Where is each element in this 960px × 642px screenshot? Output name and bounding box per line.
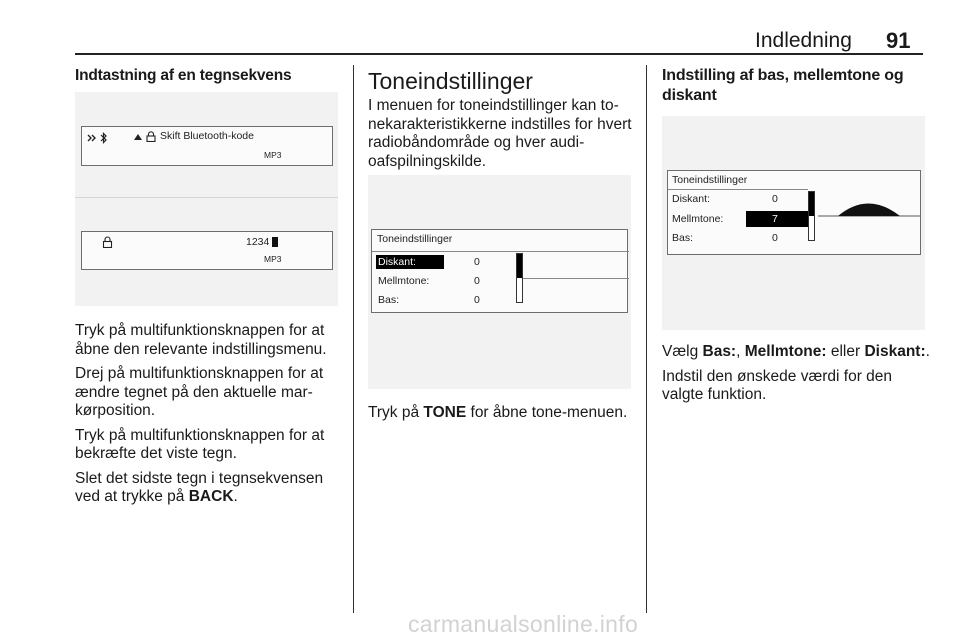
right-body <box>662 343 930 405</box>
paragraph <box>662 343 930 362</box>
row-label-mid: Mellmtone: <box>672 213 724 225</box>
left-heading-block <box>75 66 345 85</box>
cursor-block <box>272 237 278 247</box>
right-heading-block <box>662 66 927 106</box>
text: , <box>736 343 745 360</box>
level-bar-fill <box>809 192 814 216</box>
chapter-title: Indledning <box>755 29 852 52</box>
paragraph: Tryk på multifunktionsknappen for at åbne den relevante indstillingsmenu. <box>75 322 327 358</box>
text: . <box>233 488 238 505</box>
bluetooth-icon <box>100 132 108 144</box>
middle-body <box>368 404 643 423</box>
up-arrow-icon <box>134 134 142 140</box>
bass-ref: Bas: <box>702 343 737 360</box>
display-bluetooth-code <box>81 126 333 166</box>
text: for åbne tone-menuen. <box>466 404 628 421</box>
row-value-treble: 0 <box>474 256 480 268</box>
row-label-bass: Bas: <box>672 232 694 244</box>
row-value-bass: 0 <box>772 232 778 244</box>
row-value-mid: 7 <box>772 213 778 225</box>
section-heading-tone-settings: Toneindstillinger <box>368 68 533 94</box>
figure-tone-adjust <box>662 116 925 330</box>
back-button-ref: BACK <box>188 488 234 505</box>
paragraph: Tryk på multifunktionsknappen for at bekræfte det viste tegn. <box>75 426 325 462</box>
source-label: MP3 <box>264 254 282 264</box>
left-body <box>75 322 345 507</box>
paragraph: Drej på multifunktionsknappen for at ændre tegnet på den aktuelle markørposition. <box>75 365 324 419</box>
display-code-entry <box>81 231 333 270</box>
text: Tryk på <box>368 404 424 421</box>
display-title: Toneindstillinger <box>377 233 453 245</box>
paragraph: Indstil den ønskede værdi for den valgte funktion. <box>662 367 893 403</box>
paragraph: I menuen for toneindstillinger kan tonekarakteristikkerne indstilles for hvert radiobåndområde og hver audioafspilningskilde. <box>368 97 632 170</box>
row-label-mid: Mellmtone: <box>378 275 430 287</box>
title-rule <box>668 189 808 190</box>
page-number: 91 <box>886 28 911 53</box>
tone-button-ref: TONE <box>423 404 467 421</box>
row-label-bass: Bas: <box>378 294 400 306</box>
forward-arrows-icon <box>87 133 97 143</box>
display-tone-settings <box>371 229 628 313</box>
figure-tone-menu <box>368 175 631 389</box>
row-value-mid: 0 <box>474 275 480 287</box>
watermark: carmanualsonline.info <box>408 611 639 637</box>
section-heading-char-sequence: Indtastning af en tegnsekvens <box>75 67 292 84</box>
paragraph <box>75 470 345 507</box>
text: . <box>925 343 930 360</box>
level-bar-fill <box>517 254 522 278</box>
entered-code: 1234 <box>246 236 270 248</box>
text: Slet det sidste tegn i tegnsekvensen ved at trykke på <box>75 469 324 505</box>
lock-icon <box>102 236 113 248</box>
text: Vælg <box>662 343 703 360</box>
figure-char-sequence <box>75 92 338 306</box>
row-value-bass: 0 <box>474 294 480 306</box>
mid-curve <box>838 204 900 217</box>
display-title: Toneindstillinger <box>672 174 748 186</box>
row-label-treble: Diskant: <box>672 193 710 205</box>
mid-ref: Mellmtone: <box>744 343 827 360</box>
display-label: Skift Bluetooth-kode <box>160 130 254 142</box>
lock-icon <box>146 131 156 142</box>
title-rule <box>516 251 629 252</box>
title-rule <box>372 251 516 252</box>
middle-text-top <box>368 68 638 171</box>
row-value-treble: 0 <box>772 193 778 205</box>
figure-separator <box>75 197 338 198</box>
text: eller <box>826 343 865 360</box>
column-divider-left <box>353 65 354 613</box>
row-label-treble: Diskant: <box>378 256 416 268</box>
level-bar <box>808 191 815 241</box>
tone-curve-graph <box>818 191 920 221</box>
header-rule <box>75 53 923 55</box>
paragraph <box>368 404 643 423</box>
level-bar <box>516 253 523 303</box>
display-tone-settings <box>667 170 921 255</box>
section-heading-bass-mid-treble: Indstilling af bas, mellemtone og diskant <box>662 67 904 104</box>
treble-ref: Diskant: <box>864 343 926 360</box>
graph-baseline <box>516 278 629 279</box>
column-divider-right <box>646 65 647 613</box>
source-label: MP3 <box>264 150 282 160</box>
